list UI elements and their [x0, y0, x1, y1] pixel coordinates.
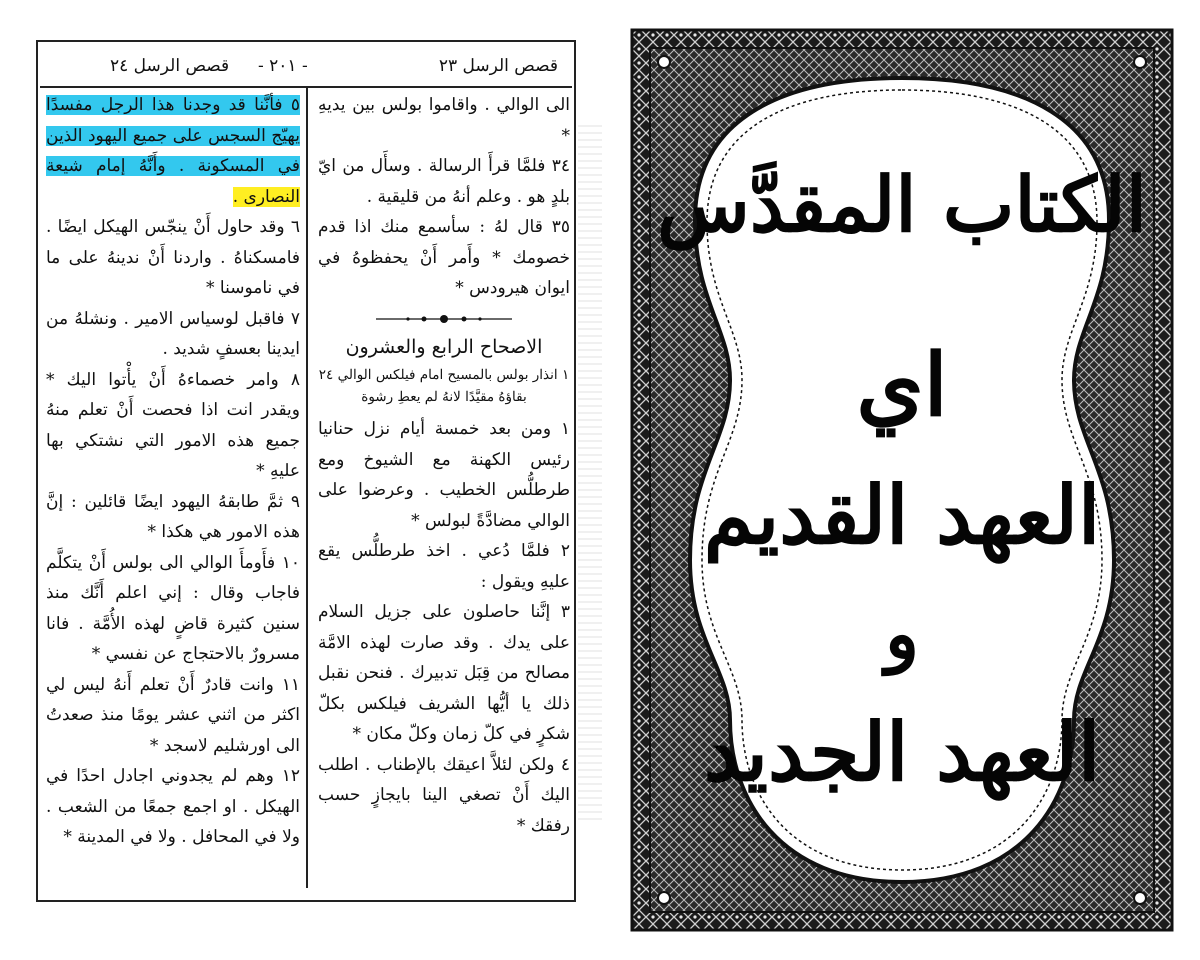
- verse: ٦ وقد حاول أَنْ ينجّس الهيكل ايضًا . فامسكناهُ . واردنا أَنْ ندينهُ على ما في ناموسنا *: [46, 217, 300, 298]
- chapter-title: الاصحاح الرابع والعشرون: [345, 335, 543, 358]
- chapter-ornament: [374, 310, 514, 328]
- verse: ٧ فاقبل لوسياس الامير . ونشلهُ من ايدينا بعسفٍ شديد .: [46, 308, 300, 359]
- running-head-right: قصص الرسل ٢٣: [438, 56, 558, 76]
- verse: ٤ ولكن لئلاَّ اعيقك بالإطناب . اطلب اليك أَنْ تصغي الينا بايجازٍ حسب رفقك *: [318, 754, 570, 836]
- verse: ٩ ثمَّ طابقهُ اليهود ايضًا قائلين : إنَّ هذه الامور هي هكذا *: [46, 491, 300, 542]
- cyan-highlight: ٥ فأنَّنا قد وجدنا هذا الرجل مفسدًا يهيّج السجس على جميع اليهود الذين في المسكونة . وأَنَّهُ إمام شيعة: [46, 95, 300, 176]
- running-head-left: قصص الرسل ٢٤: [110, 56, 230, 76]
- verse: الى الوالي . واقاموا بولس بين يديهِ *: [318, 95, 570, 146]
- cover-title-that-is: اي: [856, 335, 948, 436]
- verse: ٨ وامر خصماءهُ أَنْ يأْتوا اليك * ويقدر انت اذا فحصت أَنْ تعلم منهُ جميع هذه الامور التي نشتكي بها عليهِ *: [46, 369, 300, 481]
- yellow-highlight: النصارى .: [232, 186, 300, 207]
- highlighted-verse: [46, 90, 300, 212]
- chapter-summary: ١ انذار بولس بالمسيح امام فيلكس الوالي ٢٤ بقاؤهُ مقيَّدًا لانهُ لم يعطِ رشوة: [318, 367, 570, 405]
- page-number: - ٢٠١ -: [258, 56, 308, 76]
- verse: ٣ إنَّنا حاصلون على جزيل السلام على يدك . وقد صارت لهذه الامَّة مصالح من قِبَل تدبيرك . فنحن نقبل ذلك يا أيُّها الشريف فيلكس بكلّ شكرٍ في كلّ زمان وكلّ مكان *: [318, 602, 570, 744]
- verse: ٢ فلمَّا دُعي . اخذ طرطلُّس يقع عليهِ ويقول :: [318, 541, 570, 592]
- verse: ١ ومن بعد خمسة أيام نزل حنانيا رئيس الكهنة مع الشيوخ ومع طرطلُّس الخطيب . وعرضوا على الوالي مضادَّةً لبولس *: [318, 419, 570, 531]
- verse: ١١ وانت قادرٌ أَنْ تعلم أَنهُ ليس لي اكثر من اثني عشر يومًا منذ صعدتُ الى اورشليم لاسجد *: [46, 674, 300, 756]
- text-column-right: [318, 90, 570, 841]
- verse: ١٠ فأَومأَ الوالي الى بولس أَنْ يتكلَّم فاجاب وقال : إني اعلم أَنَّك منذ سنين كثيرة قاضٍ لهذه الأُمَّة . فانا مسرورٌ بالاحتجاج عن نفسي *: [46, 552, 300, 664]
- cover-title-holy-bible: الكتاب المقدَّس: [657, 160, 1147, 249]
- cover-title-old-testament: العهد القديم: [703, 468, 1101, 562]
- verse: ١٢ وهم لم يجدوني اجادل احدًا في الهيكل . او اجمع جمعًا من الشعب . ولا في المحافل . ولا في المدينة *: [46, 766, 300, 847]
- verse: ٣٥ قال لهُ : سأسمع منك اذا قدم خصومك * وأَمر أَنْ يحفظوهُ في ايوان هيرودس *: [318, 217, 570, 298]
- running-head: [40, 52, 572, 88]
- cover-title-new-testament: العهد الجديد: [703, 705, 1101, 799]
- title-page: [604, 0, 1200, 960]
- text-column-left: [46, 90, 300, 853]
- cover-title-and: و: [885, 592, 919, 675]
- scan-gutter-noise: [578, 120, 602, 820]
- column-divider: [306, 88, 308, 888]
- verse: ٣٤ فلمَّا قرأَ الرسالة . وسأَل من ايّ بلدٍ هو . وعلم أنهُ من قليقية .: [318, 156, 570, 207]
